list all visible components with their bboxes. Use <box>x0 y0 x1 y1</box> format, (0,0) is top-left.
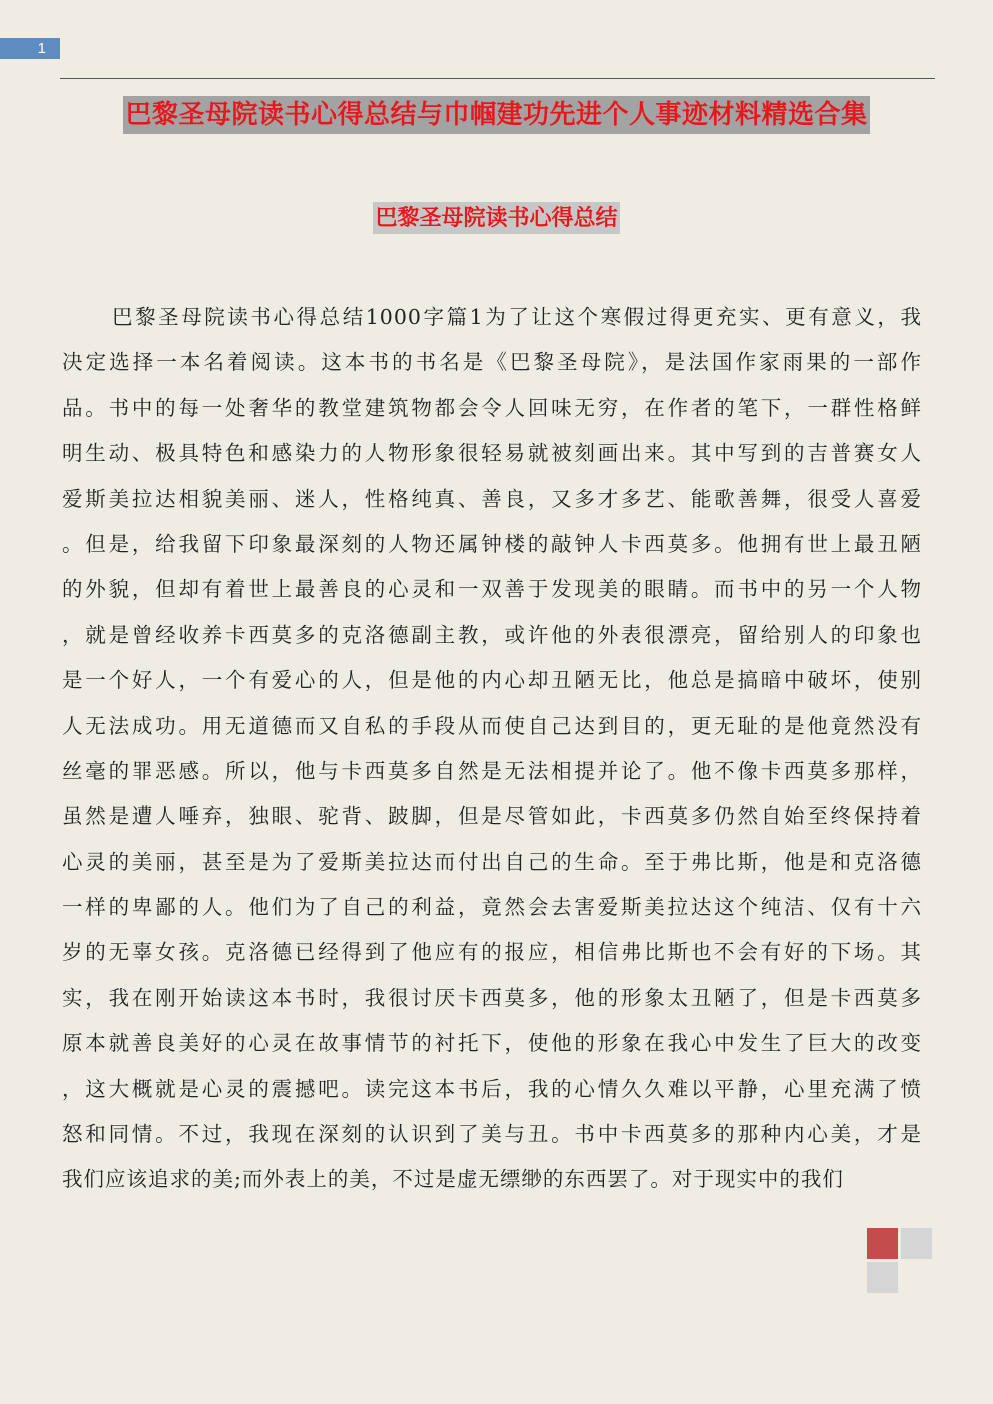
section-title-container <box>0 202 993 234</box>
body-line: 爱斯美拉达相貌美丽、迷人，性格纯真、善良，又多才多艺、能歌善舞，很受人喜爱 <box>62 486 922 511</box>
body-line: 原本就善良美好的心灵在故事情节的衬托下，使他的形象在我心中发生了巨大的改变 <box>62 1031 922 1056</box>
corner-square-red <box>867 1228 898 1259</box>
section-title: 巴黎圣母院读书心得总结 <box>373 202 619 234</box>
body-line: 实，我在刚开始读这本书时，我很讨厌卡西莫多，他的形象太丑陋了，但是卡西莫多 <box>62 985 922 1010</box>
body-line: 人无法成功。用无道德而又自私的手段从而使自己达到目的，更无耻的是他竟然没有 <box>62 713 922 738</box>
page-number-badge: 1 <box>0 38 60 59</box>
main-title: 巴黎圣母院读书心得总结与巾帼建功先进个人事迹材料精选合集 <box>123 96 869 134</box>
body-line: 明生动、极具特色和感染力的人物形象很轻易就被刻画出来。其中写到的吉普赛女人 <box>62 441 922 466</box>
corner-square-gray <box>867 1262 898 1293</box>
body-line: 决定选择一本名着阅读。这本书的书名是《巴黎圣母院》，是法国作家雨果的一部作 <box>62 350 922 375</box>
body-line: 怒和同情。不过，我现在深刻的认识到了美与丑。书中卡西莫多的那种内心美，才是 <box>62 1122 922 1147</box>
body-line: 品。书中的每一处奢华的教堂建筑物都会令人回味无穷，在作者的笔下，一群性格鲜 <box>62 395 922 420</box>
body-paragraph <box>62 295 922 1203</box>
corner-decoration <box>867 1228 933 1294</box>
body-line: 心灵的美丽，甚至是为了爱斯美拉达而付出自己的生命。至于弗比斯，他是和克洛德 <box>62 849 922 874</box>
body-line: 巴黎圣母院读书心得总结1000字篇1为了让这个寒假过得更充实、更有意义，我 <box>112 305 922 329</box>
body-line: 岁的无辜女孩。克洛德已经得到了他应有的报应，相信弗比斯也不会有好的下场。其 <box>62 940 922 965</box>
body-line: 。但是，给我留下印象最深刻的人物还属钟楼的敲钟人卡西莫多。他拥有世上最丑陋 <box>62 531 922 556</box>
header-divider <box>60 78 935 79</box>
main-title-container <box>0 96 993 134</box>
body-line: 丝毫的罪恶感。所以，他与卡西莫多自然是无法相提并论了。他不像卡西莫多那样， <box>62 758 922 783</box>
body-line: 的外貌，但却有着世上最善良的心灵和一双善于发现美的眼睛。而书中的另一个人物 <box>62 577 922 602</box>
body-line: ，这大概就是心灵的震撼吧。读完这本书后，我的心情久久难以平静，心里充满了愤 <box>62 1076 922 1101</box>
corner-square-gray <box>901 1228 932 1259</box>
body-line: 是一个好人，一个有爱心的人，但是他的内心却丑陋无比，他总是搞暗中破坏，使别 <box>62 668 922 693</box>
body-line: ，就是曾经收养卡西莫多的克洛德副主教，或许他的外表很漂亮，留给别人的印象也 <box>62 622 922 647</box>
body-line: 我们应该追求的美;而外表上的美，不过是虚无缥缈的东西罢了。对于现实中的我们 <box>62 1167 844 1192</box>
body-line: 一样的卑鄙的人。他们为了自己的利益，竟然会去害爱斯美拉达这个纯洁、仅有十六 <box>62 895 922 920</box>
body-line: 虽然是遭人唾弃，独眼、驼背、跛脚，但是尽管如此，卡西莫多仍然自始至终保持着 <box>62 804 922 829</box>
